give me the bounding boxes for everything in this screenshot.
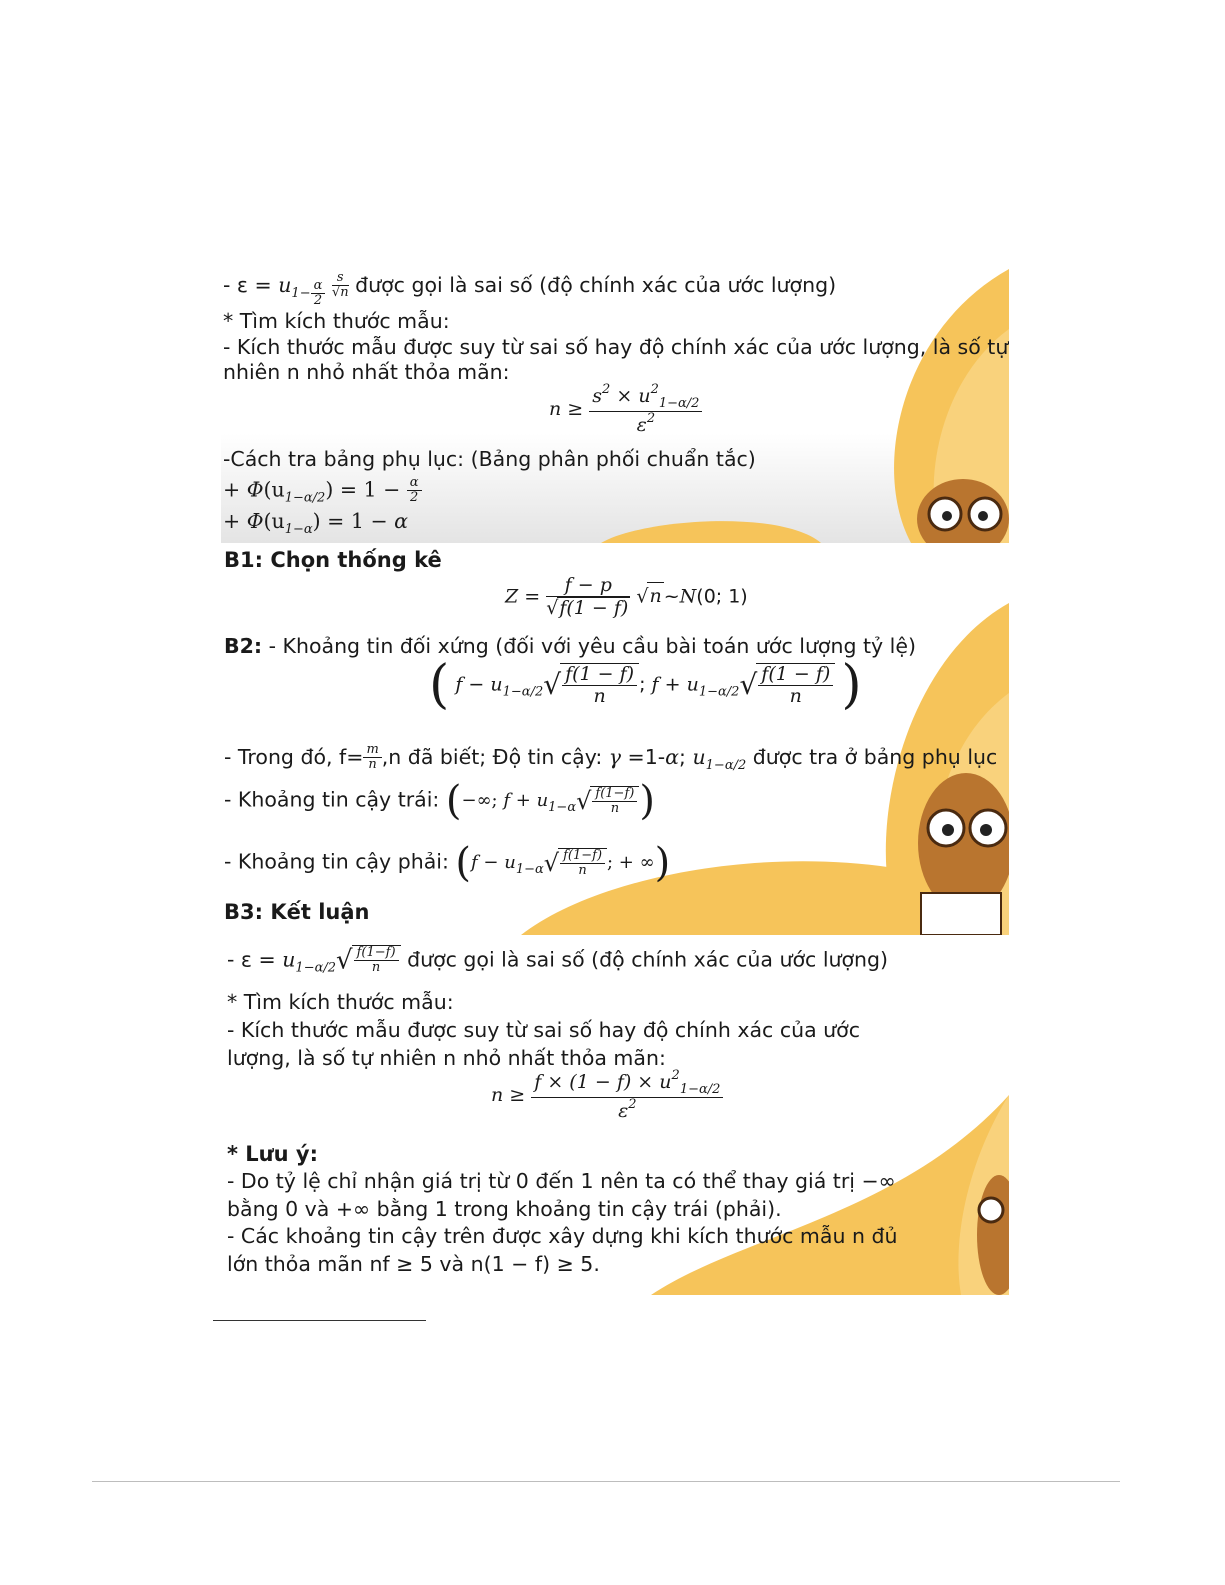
proportion-sample-size-formula: n ≥ $\frac{f \times (1 - f) \times u^2_{1-\alpha/2}}{\varepsilon^2}$ xyxy=(491,1069,723,1122)
slide-3 xyxy=(221,935,1009,1305)
left-ci-line: - Khoảng tin cậy trái: (−∞; $f + u_{1-\alpha}√$ $\frac{f(1-f)}{n}$ ) xyxy=(224,778,655,825)
where-clause: - Trong đó, f= $\frac{m}{n}$ ,n đã biết; Độ tin cậy: γ =1-α; $u_{1-\alpha/2}$ được tra ở bảng phụ lục xyxy=(224,742,998,773)
size-description-line-2: nhiên n nhỏ nhất thỏa mãn: xyxy=(223,360,510,384)
step-b3-heading: B3: Kết luận xyxy=(224,900,370,924)
step-b2-line: B2: - Khoảng tin đối xứng (đối với yêu cầu bài toán ước lượng tỷ lệ) xyxy=(224,634,916,658)
find-size-heading: * Tìm kích thước mẫu: xyxy=(223,309,450,333)
note-heading: * Lưu ý: xyxy=(227,1142,318,1166)
note-2-line-1: - Các khoảng tin cậy trên được xây dựng khi kích thước mẫu n đủ xyxy=(227,1224,898,1248)
lookup-table-note: -Cách tra bảng phụ lục: (Bảng phân phối chuẩn tắc) xyxy=(223,447,756,471)
eps-definition: - $\varepsilon = u_{1- \frac{\alpha}{2}}$ $\frac{s}{√n}$ được gọi là sai số (độ chính xác của ước lượng) xyxy=(223,270,837,308)
size-description-line-1: - Kích thước mẫu được suy từ sai số hay độ chính xác của ước lượng, là số tự xyxy=(223,335,1009,359)
note-1-line-2: bằng 0 và +∞ bằng 1 trong khoảng tin cậy trái (phải). xyxy=(227,1197,782,1221)
slide-1 xyxy=(221,269,1009,543)
note-1-line-1: - Do tỷ lệ chỉ nhận giá trị từ 0 đến 1 nên ta có thể thay giá trị −∞ xyxy=(227,1169,896,1193)
symmetric-interval-formula: ( $f - u_{1-\alpha/2}√$ $\frac{f(1 - f)}{n}$ ; $f + u_{1-\alpha/2}√$ $\frac{f(1 - f)}{n}$ ) xyxy=(429,654,862,715)
footnote-separator xyxy=(213,1320,426,1321)
find-size-heading-2: * Tìm kích thước mẫu: xyxy=(227,990,454,1014)
size-description-2-line-1: - Kích thước mẫu được suy từ sai số hay độ chính xác của ước xyxy=(227,1018,860,1042)
z-statistic-formula: Z = $\frac{f - p}{√f(1 - f)}$ √n ~N(0; 1) xyxy=(505,574,748,619)
size-description-2-line-2: lượng, là số tự nhiên n nhỏ nhất thỏa mãn: xyxy=(227,1046,666,1070)
proportion-eps-definition: - $\varepsilon = u_{1-\alpha/2}√$ $\frac{f(1-f)}{n}$ được gọi là sai số (độ chính xác của ước lượng) xyxy=(227,945,889,976)
phi-formula-one-sided: + $\Phi(u_{1-\alpha}) = 1 - \alpha$ xyxy=(223,509,408,537)
slide-2 xyxy=(221,543,1009,935)
note-2-line-2: lớn thỏa mãn nf ≥ 5 và n(1 − f) ≥ 5. xyxy=(227,1252,600,1276)
page-footer-divider xyxy=(92,1481,1120,1482)
step-b1-heading: B1: Chọn thống kê xyxy=(224,548,442,572)
sample-size-formula: n ≥ $\frac{s^2 \times u^2_{1-\alpha/2}}{\varepsilon^2}$ xyxy=(549,383,702,436)
phi-formula-two-sided: + $\Phi(u_{1-\alpha/2}) = 1$ − $\frac{\alpha}{2}$ xyxy=(223,476,422,511)
right-ci-line: - Khoảng tin cậy phải: ($f - u_{1-\alpha}√$ $\frac{f(1-f)}{n}$ ; + ∞) xyxy=(224,840,671,887)
